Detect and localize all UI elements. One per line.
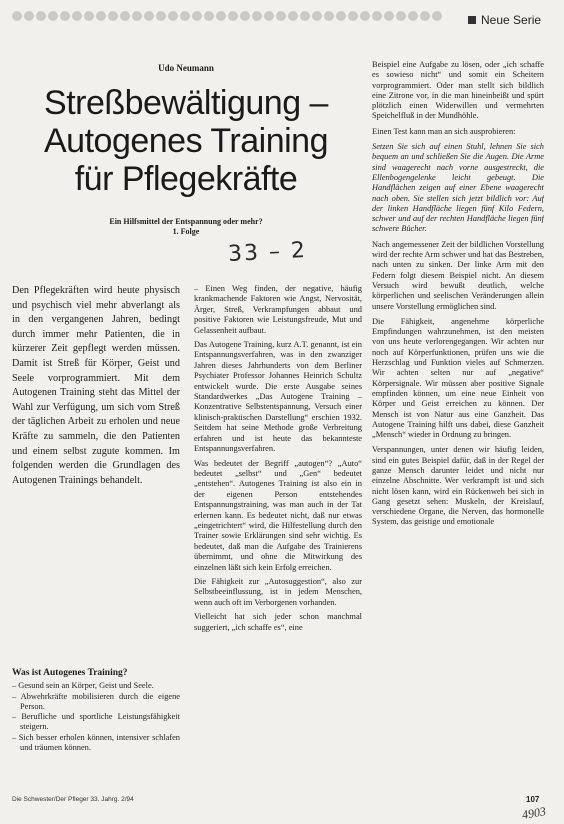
series-label: Neue Serie [481, 13, 542, 27]
decorative-dot [264, 11, 274, 21]
list-item: – Berufliche und sportliche Leistungsfähigkeit steigern. [12, 712, 180, 732]
body-paragraph: Verspannungen, unter denen wir häufig leiden, sind ein gutes Beispiel dafür, daß in der Regel der ganze Mensch darunter leidet und nicht nur einzelne Abschnitte. Wer verkrampft ist und sich nicht lösen kann, wird ein Rückenweh bei sich in Gang gesetzt sehen: Muskeln, der Kreislauf, verschiedene Organe, die Nerven, das hormonelle System, das geistige und emotionale [372, 445, 544, 527]
list-item: – Gesund sein an Körper, Geist und Seele. [12, 681, 154, 691]
decorative-dot [324, 11, 334, 21]
decorative-dot [48, 11, 58, 21]
decorative-dot [72, 11, 82, 21]
subtitle-text: Ein Hilfsmittel der Entspannung oder mehr? [109, 217, 263, 226]
body-paragraph: Vielleicht hat sich jeder schon manchmal suggeriert, „ich schaffe es“, eine [194, 612, 362, 632]
decorative-dot [312, 11, 322, 21]
decorative-dot [252, 11, 262, 21]
decorative-dot [204, 11, 214, 21]
decorative-dot [108, 11, 118, 21]
decorative-dot [192, 11, 202, 21]
intro-paragraph: Den Pflegekräften wird heute physisch und psychisch viel mehr abverlangt als in den vergangenen Jahren, bedingt durch immer mehr Patienten, die in kürzerer Zeit gepflegt werden müssen. Damit ist Streß für Körper, Geist und Seele vorprogrammiert. Mit dem Autogenen Training steht das Mittel der Wahl zur Verfügung, um sich vom Streß der täglichen Arbeit zu erholen und neue Kräfte zu sammeln, die den Patienten und einem selbst zugute kommen. Im folgenden werden die Grundlagen des Autogenen Trainings behandelt. [12, 285, 180, 486]
bullet-list [12, 681, 180, 753]
body-paragraph: – Einen Weg finden, der negative, häufig krankmachende Faktoren wie Angst, Nervosität, Ärger, Streß, Verkrampfungen abbaut und positive Faktoren wie Leistungsfreude, Mut und Gelassenheit aufbaut. [194, 284, 362, 335]
decorative-dot [300, 11, 310, 21]
decorative-dot [96, 11, 106, 21]
decorative-dot [84, 11, 94, 21]
article-subtitle [0, 217, 372, 237]
decorative-dot [372, 11, 382, 21]
body-paragraph: Beispiel eine Aufgabe zu lösen, oder „ich schaffe es sowieso nicht“ und somit ein Scheitern vorprogrammiert. Oder man stellt sich bildlich eine Zitrone vor, in die man hineinbeißt und spürt plötzlich einen Widerwillen und vermehrten Speichelfluß in der Mundhöhle. [372, 60, 544, 121]
body-paragraph: Die Fähigkeit zur „Autosuggestion“, also zur Selbstbeeinflussung, ist in jedem Menschen, wenn auch oft im Verborgenen vorhanden. [194, 576, 362, 607]
body-paragraph: Die Fähigkeit, angenehme körperliche Empfindungen wahrzunehmen, ist den meisten von uns heute verlorengegangen. Wir achten nur noch auf Körperfunktionen, prüfen uns wie die Herzschlag und Funktion vieles auf Schmerzen. Wir achten selten nur auf „negative“ Körpersignale. Wir müssen aber positive Signale empfinden können, um eine neue Einheit von Körper und Geist erreichen zu können. Der Mensch ist von Natur aus eine Ganzheit. Das Autogene Training hilft uns dabei, diese Ganzheit „Mensch“ wieder in Ordnung zu bringen. [372, 316, 544, 440]
decorative-dot [24, 11, 34, 21]
decorative-dot [420, 11, 430, 21]
decorative-dot [276, 11, 286, 21]
handwritten-code: 4903 [520, 804, 547, 822]
decorative-dot [288, 11, 298, 21]
decorative-dot [228, 11, 238, 21]
body-paragraph: Das Autogene Training, kurz A.T. genannt, ist ein Entspannungsverfahren, was in den zwanziger Jahren dieses Jahrhunderts von dem Berliner Psychiater Professor Johannes Heinrich Schultz entwickelt wurde. Die erste Ausgabe seines Standardwerkes „Das Autogene Training – Konzentrative Selbstentspannung, Versuch einer klinisch-praktischen Darstellung“ erschien 1932. Seitdem hat seine Methode große Verbreitung erfahren und ist heute das bekannteste Entspannungsverfahren. [194, 340, 362, 454]
journal-citation: Die Schwester/Der Pfleger 33. Jahrg. 2/94 [12, 796, 134, 803]
decorative-dot [36, 11, 46, 21]
series-marker [468, 13, 541, 27]
intro-column [12, 284, 180, 656]
article-title [0, 84, 372, 198]
decorative-dot [180, 11, 190, 21]
exercise-paragraph: Setzen Sie sich auf einen Stuhl, lehnen Sie sich bequem an und schließen Sie die Augen. Die Arme sind waagerecht nach vorne ausgestreckt, die Ellenbogengelenke leicht gebeugt. Die Handflächen zeigen auf einer Ebene waagerecht nach oben. Sie stellen sich jetzt bildlich vor: Auf der linken Handfläche liegen fünf Kilo Federn, schwer und auf der rechten Handfläche liegen fünf schwere Bücher. [372, 142, 544, 234]
decorative-dot [348, 11, 358, 21]
decorative-dot [336, 11, 346, 21]
decorative-dot [216, 11, 226, 21]
right-column [372, 60, 544, 790]
decorative-dot [120, 11, 130, 21]
decorative-dot [396, 11, 406, 21]
episode-label: 1. Folge [172, 227, 200, 236]
title-line: Autogenes Training [44, 122, 328, 160]
page-number: 107 [526, 795, 540, 804]
list-item: – Sich besser erholen können, intensiver schlafen und träumen können. [12, 732, 180, 753]
series-square-icon [468, 16, 476, 24]
body-paragraph: Nach angemessener Zeit der bildlichen Vorstellung wird der rechte Arm schwer und hat das Bestreben, nach unten zu sinken. Der linke Arm mit den Federn folgt diesem Beispiel nicht. An diesem Versuch wird bewußt deutlich, welche körperlichen und seelischen Veränderungen allein unsere Vorstellung ermöglichen sind. [372, 239, 544, 311]
article-author: Udo Neumann [158, 63, 214, 73]
title-line: für Pflegekräfte [74, 160, 298, 198]
decorative-dot [384, 11, 394, 21]
section-heading: Was ist Autogenes Training? [12, 668, 128, 678]
decorative-dot [144, 11, 154, 21]
section-column [12, 668, 180, 788]
decorative-dot [432, 11, 442, 21]
decorative-dot [240, 11, 250, 21]
decorative-dot [132, 11, 142, 21]
decorative-dot [360, 11, 370, 21]
body-paragraph: Was bedeutet der Begriff „autogen“? „Auto“ bedeutet „selbst“ und „Gen“ bedeutet „entstehen“. Autogenes Training ist also ein in der eigenen Person entstehendes Entspannungstraining, was man auch in der Tat erlernen kann. Es bedeutet nicht, daß nur etwas „eingetrichtert“ wird, die Hilfestellung durch den Trainer sowie Erklärungen sind sehr wichtig. Es bedeutet, daß man die Aufgabe des Trainierens übernimmt, und ohne die Mitwirkung des einzelnen läßt sich kein Erfolg erreichen. [194, 458, 362, 572]
title-line: Streßbewältigung – [44, 84, 328, 122]
body-paragraph: Einen Test kann man an sich ausprobieren: [372, 126, 516, 136]
decorative-dot-row [12, 11, 442, 21]
decorative-dot [168, 11, 178, 21]
list-item: – Abwehrkräfte mobilisieren durch die eigene Person. [12, 691, 180, 711]
decorative-dot [60, 11, 70, 21]
decorative-dot [156, 11, 166, 21]
decorative-dot [12, 11, 22, 21]
middle-column [194, 284, 362, 788]
handwritten-note: 33 – 2 [227, 237, 308, 268]
decorative-dot [408, 11, 418, 21]
